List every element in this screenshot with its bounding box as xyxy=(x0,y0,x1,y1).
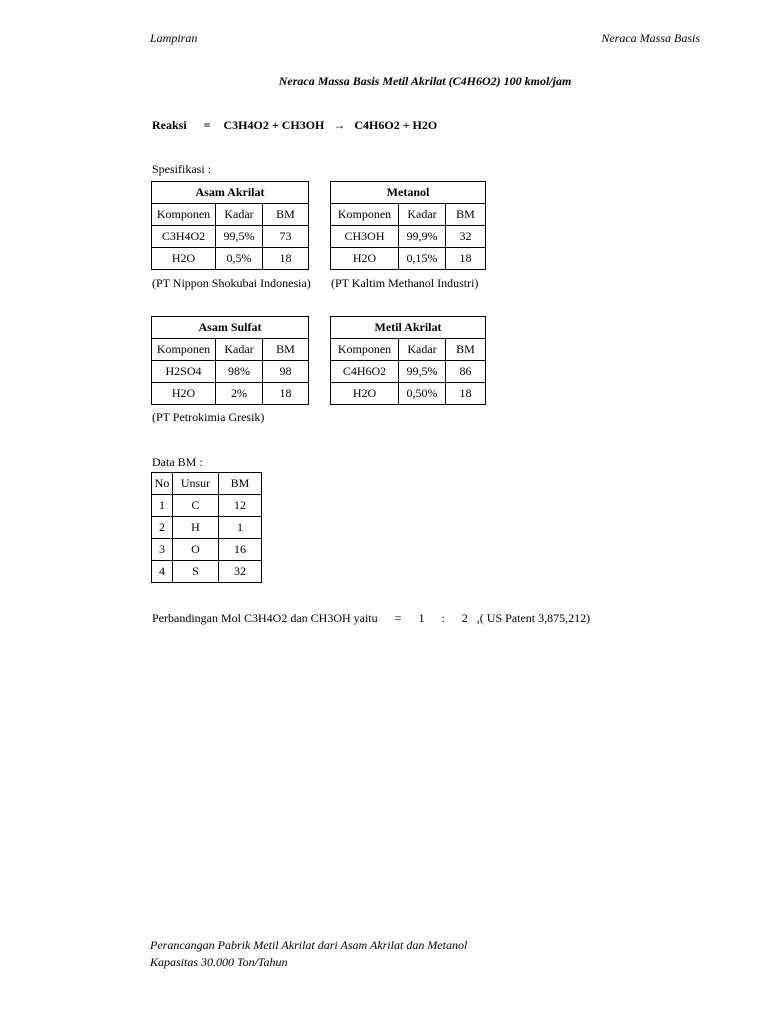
cell-kadar: 99,9% xyxy=(399,226,446,248)
table-metanol xyxy=(330,181,486,270)
document-title: Neraca Massa Basis Metil Akrilat (C4H6O2) 100 kmol/jam xyxy=(278,74,572,88)
table-title: Asam Sulfat xyxy=(152,317,309,339)
cell-bm: 18 xyxy=(446,248,486,270)
table-title: Metanol xyxy=(331,182,486,204)
ratio-right-value: 2 xyxy=(461,611,468,625)
cell-kadar: 0,15% xyxy=(399,248,446,270)
column-header: Komponen xyxy=(331,204,399,226)
cell-kadar: 99,5% xyxy=(216,226,263,248)
cell-bm: 1 xyxy=(219,517,262,539)
data-bm-label: Data BM : xyxy=(152,455,203,469)
column-header: Unsur xyxy=(173,473,219,495)
column-header: Kadar xyxy=(399,339,446,361)
reaction-arrow: → xyxy=(333,118,346,132)
ratio-line xyxy=(152,611,590,626)
cell-komponen: H2O xyxy=(152,383,216,405)
table-row xyxy=(331,226,486,248)
ratio-equals: = xyxy=(394,611,402,625)
table-row xyxy=(152,226,309,248)
column-header: BM xyxy=(219,473,262,495)
table-metil-akrilat xyxy=(330,316,486,405)
cell-no: 1 xyxy=(152,495,173,517)
table-asam-akrilat xyxy=(151,181,309,270)
cell-bm: 12 xyxy=(219,495,262,517)
cell-kadar: 98% xyxy=(216,361,263,383)
table-row xyxy=(331,248,486,270)
ratio-reference: ,( US Patent 3,875,212) xyxy=(476,611,591,625)
cell-unsur: C xyxy=(173,495,219,517)
table-row xyxy=(152,361,309,383)
ratio-left-value: 1 xyxy=(418,611,425,625)
ratio-label: Perbandingan Mol C3H4O2 dan CH3OH yaitu xyxy=(152,611,378,625)
table-title: Metil Akrilat xyxy=(331,317,486,339)
reaction-reactants: C3H4O2 + CH3OH xyxy=(223,118,325,132)
ratio-colon: : xyxy=(441,611,445,625)
cell-bm: 16 xyxy=(219,539,262,561)
cell-bm: 18 xyxy=(263,248,309,270)
cell-no: 3 xyxy=(152,539,173,561)
column-header: No xyxy=(152,473,173,495)
table-row xyxy=(331,361,486,383)
column-header: BM xyxy=(446,339,486,361)
cell-komponen: H2O xyxy=(331,248,399,270)
spec-label: Spesifikasi : xyxy=(152,162,211,176)
reaction-products: C4H6O2 + H2O xyxy=(354,118,438,132)
footer-line-1: Perancangan Pabrik Metil Akrilat dari Asam Akrilat dan Metanol xyxy=(150,938,468,952)
cell-bm: 18 xyxy=(263,383,309,405)
column-header: Kadar xyxy=(399,204,446,226)
column-header: Komponen xyxy=(152,339,216,361)
footer-line-2: Kapasitas 30.000 Ton/Tahun xyxy=(150,955,288,969)
column-header: BM xyxy=(446,204,486,226)
table-row xyxy=(152,248,309,270)
reaction-equals: = xyxy=(203,118,211,132)
cell-bm: 98 xyxy=(263,361,309,383)
column-header: Kadar xyxy=(216,204,263,226)
cell-komponen: H2SO4 xyxy=(152,361,216,383)
cell-unsur: S xyxy=(173,561,219,583)
table-title: Asam Akrilat xyxy=(152,182,309,204)
reaction-line xyxy=(152,118,437,133)
cell-komponen: C4H6O2 xyxy=(331,361,399,383)
table-data-bm xyxy=(151,472,262,583)
column-header: Komponen xyxy=(331,339,399,361)
cell-bm: 32 xyxy=(219,561,262,583)
column-header: BM xyxy=(263,204,309,226)
table-row xyxy=(331,383,486,405)
column-header: BM xyxy=(263,339,309,361)
source-asam-sulfat: (PT Petrokimia Gresik) xyxy=(152,410,265,424)
cell-komponen: CH3OH xyxy=(331,226,399,248)
cell-komponen: H2O xyxy=(331,383,399,405)
table-row xyxy=(152,495,262,517)
cell-komponen: H2O xyxy=(152,248,216,270)
cell-kadar: 99,5% xyxy=(399,361,446,383)
header-right: Neraca Massa Basis xyxy=(601,31,700,45)
column-header: Komponen xyxy=(152,204,216,226)
table-row xyxy=(152,561,262,583)
cell-kadar: 0,50% xyxy=(399,383,446,405)
table-row xyxy=(152,383,309,405)
cell-bm: 18 xyxy=(446,383,486,405)
cell-unsur: H xyxy=(173,517,219,539)
source-metanol: (PT Kaltim Methanol Industri) xyxy=(331,276,479,290)
cell-kadar: 2% xyxy=(216,383,263,405)
cell-no: 4 xyxy=(152,561,173,583)
column-header: Kadar xyxy=(216,339,263,361)
reaction-label: Reaksi xyxy=(152,118,187,132)
cell-bm: 73 xyxy=(263,226,309,248)
table-asam-sulfat xyxy=(151,316,309,405)
header-left: Lampiran xyxy=(150,31,198,45)
table-row xyxy=(152,517,262,539)
source-asam-akrilat: (PT Nippon Shokubai Indonesia) xyxy=(152,276,311,290)
cell-bm: 86 xyxy=(446,361,486,383)
table-row xyxy=(152,539,262,561)
cell-komponen: C3H4O2 xyxy=(152,226,216,248)
cell-unsur: O xyxy=(173,539,219,561)
cell-kadar: 0,5% xyxy=(216,248,263,270)
cell-no: 2 xyxy=(152,517,173,539)
cell-bm: 32 xyxy=(446,226,486,248)
